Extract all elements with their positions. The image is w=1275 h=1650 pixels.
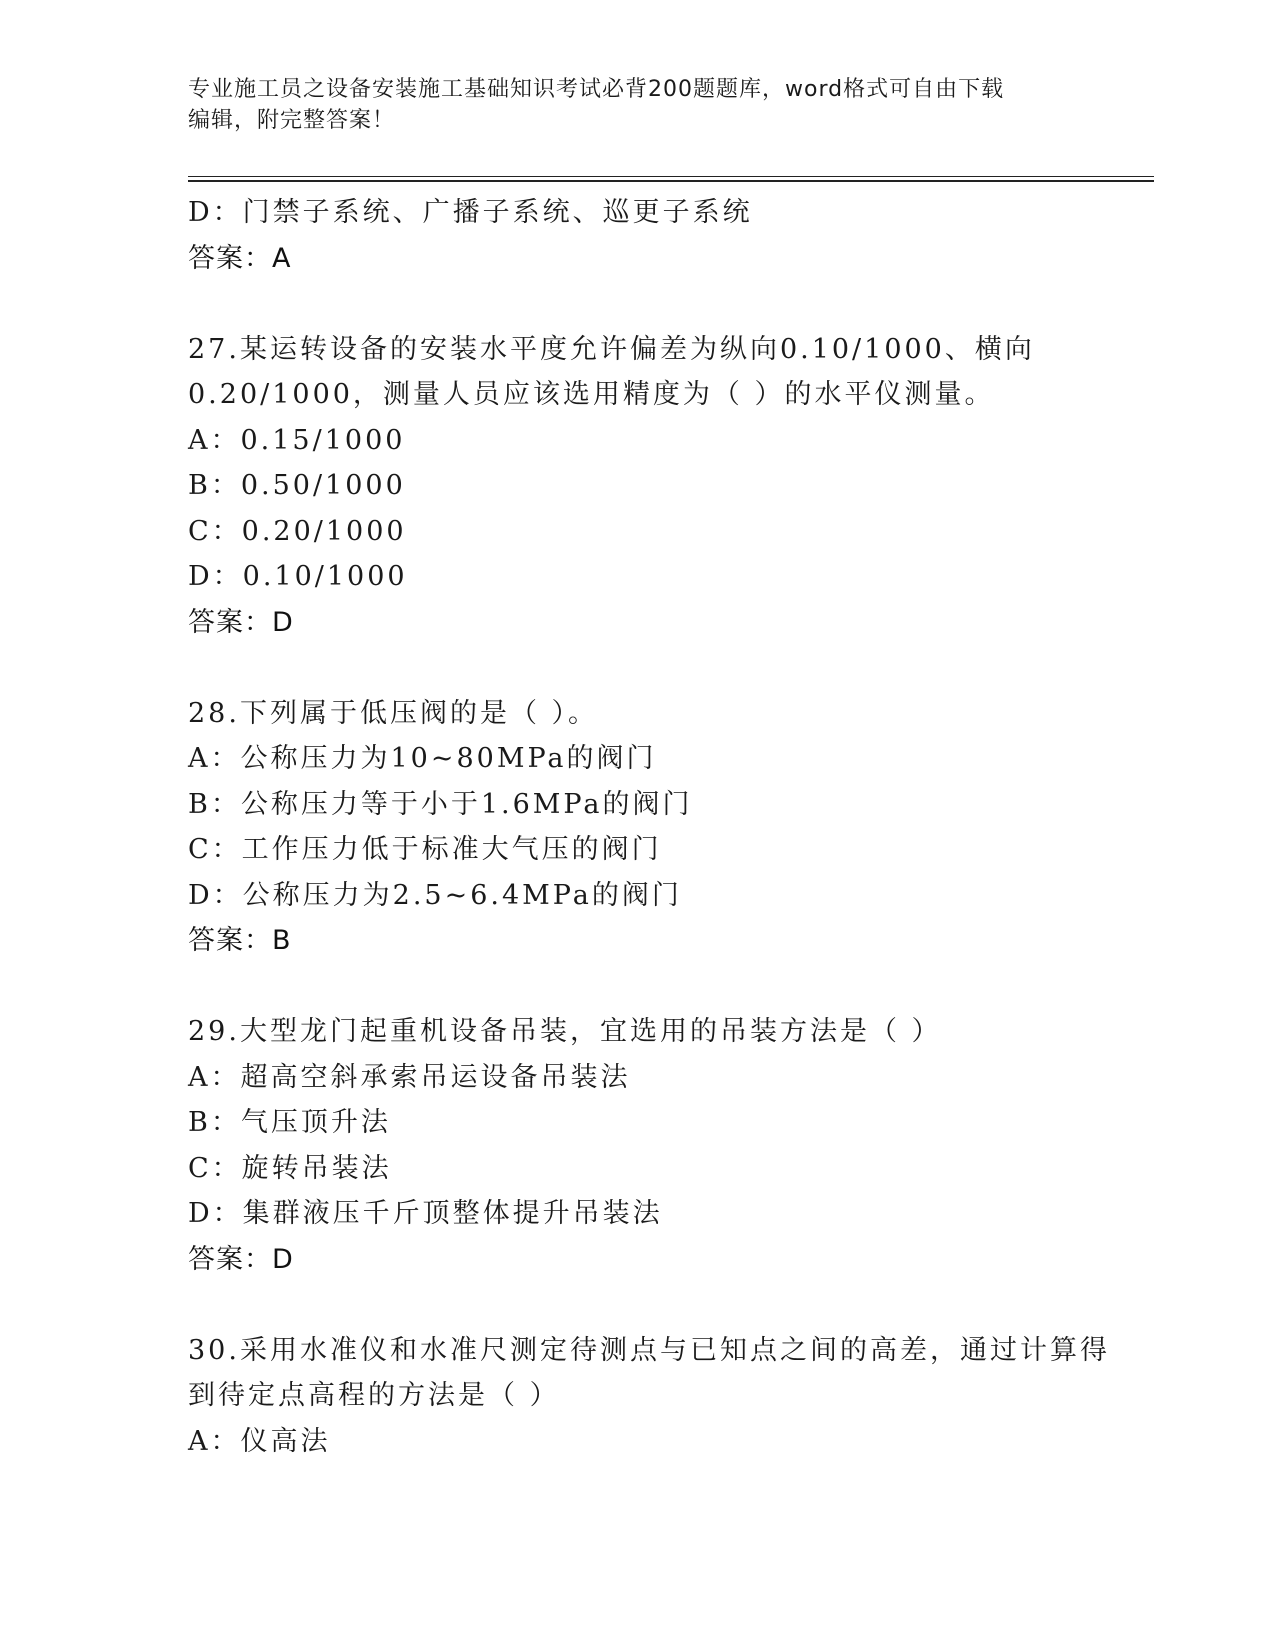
question-list xyxy=(188,190,1110,1464)
question-27 xyxy=(188,327,1088,646)
option-b: B：公称压力等于小于1.6MPa的阀门 xyxy=(188,788,693,820)
question-stem: 28.下列属于低压阀的是（ ）。 xyxy=(188,697,599,729)
option-a: A：超高空斜承索吊运设备吊装法 xyxy=(188,1061,631,1093)
spacer xyxy=(188,1282,1088,1328)
question-stem-line-1: 30.采用水准仪和水准尺测定待测点与已知点之间的高差，通过计算得 xyxy=(188,1334,1110,1366)
question-stem-line-2: 0.20/1000，测量人员应该选用精度为（ ）的水平仪测量。 xyxy=(188,379,995,410)
question-28 xyxy=(188,691,1088,964)
option-c: C：工作压力低于标准大气压的阀门 xyxy=(188,834,662,865)
header-divider-thin xyxy=(188,176,1154,177)
option-a: A：仪高法 xyxy=(188,1425,331,1457)
option-d: D：公称压力为2.5~6.4MPa的阀门 xyxy=(188,879,682,911)
option-a: A：公称压力为10~80MPa的阀门 xyxy=(188,743,657,774)
question-26-tail xyxy=(188,190,1088,281)
spacer xyxy=(188,645,1088,691)
header-title-line-2: 编辑，附完整答案！ xyxy=(188,108,396,133)
header-title-line-1: 专业施工员之设备安装施工基础知识考试必背200题题库，word格式可自由下载 xyxy=(188,77,1005,102)
option-d: D：0.10/1000 xyxy=(188,561,408,592)
option-b: B：0.50/1000 xyxy=(188,470,406,501)
option-d: D：门禁子系统、广播子系统、巡更子系统 xyxy=(188,197,753,228)
document-header xyxy=(188,74,1088,136)
answer-line: 答案：B xyxy=(188,925,292,956)
question-stem-line-2: 到待定点高程的方法是（ ） xyxy=(188,1380,560,1411)
question-29 xyxy=(188,1009,1088,1282)
question-30 xyxy=(188,1328,1110,1465)
header-divider-thick xyxy=(188,180,1154,182)
option-a: A：0.15/1000 xyxy=(188,424,406,456)
spacer xyxy=(188,281,1088,327)
option-d: D：集群液压千斤顶整体提升吊装法 xyxy=(188,1198,663,1229)
answer-line: 答案：D xyxy=(188,606,294,638)
option-b: B：气压顶升法 xyxy=(188,1107,391,1138)
answer-line: 答案：D xyxy=(188,1243,294,1275)
option-c: C：0.20/1000 xyxy=(188,515,407,547)
question-stem: 29.大型龙门起重机设备吊装，宜选用的吊装方法是（ ） xyxy=(188,1016,942,1047)
question-stem-line-1: 27.某运转设备的安装水平度允许偏差为纵向0.10/1000、横向 xyxy=(188,333,1035,365)
answer-line: 答案：A xyxy=(188,242,292,274)
spacer xyxy=(188,964,1088,1010)
option-c: C：旋转吊装法 xyxy=(188,1152,392,1184)
